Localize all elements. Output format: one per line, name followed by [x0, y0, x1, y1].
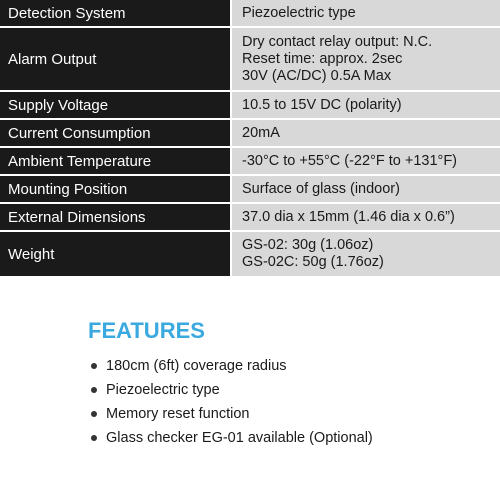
spec-value — [232, 120, 500, 146]
spec-label: Mounting Position — [0, 176, 232, 202]
spec-row-detection-system — [0, 0, 500, 28]
spec-row-ambient-temperature — [0, 148, 500, 176]
spec-label: Weight — [0, 232, 232, 276]
spec-value — [232, 28, 500, 90]
spec-value — [232, 232, 500, 276]
spec-label: Alarm Output — [0, 28, 232, 90]
spec-row-weight — [0, 232, 500, 278]
spec-value-line: GS-02: 30g (1.06oz) — [242, 237, 374, 253]
feature-list — [88, 354, 373, 450]
spec-value-line: 30V (AC/DC) 0.5A Max — [242, 67, 392, 84]
list-item — [88, 354, 373, 378]
bullet-icon — [91, 387, 97, 393]
bullet-icon — [91, 435, 97, 441]
spec-row-alarm-output — [0, 28, 500, 92]
list-item — [88, 378, 373, 402]
spec-label: Supply Voltage — [0, 92, 232, 118]
spec-label: Detection System — [0, 0, 232, 26]
spec-row-current-consumption — [0, 120, 500, 148]
list-item — [88, 402, 373, 426]
features-title: FEATURES — [88, 318, 205, 343]
feature-text: Glass checker EG-01 available (Optional) — [106, 430, 373, 446]
spec-value-line: -30°C to +55°C (-22°F to +131°F) — [242, 152, 458, 169]
spec-label: Current Consumption — [0, 120, 232, 146]
spec-value-line: 37.0 dia x 15mm (1.46 dia x 0.6”) — [242, 208, 455, 225]
list-item — [88, 426, 373, 450]
spec-value-line: 20mA — [242, 124, 280, 141]
spec-value-line: Surface of glass (indoor) — [242, 180, 400, 197]
spec-value — [232, 92, 500, 118]
bullet-icon — [91, 363, 97, 369]
spec-row-supply-voltage — [0, 92, 500, 120]
spec-value-line: Piezoelectric type — [242, 4, 356, 21]
spec-value — [232, 176, 500, 202]
spec-value-line: Reset time: approx. 2sec — [242, 50, 403, 67]
spec-label: Ambient Temperature — [0, 148, 232, 174]
spec-label: External Dimensions — [0, 204, 232, 230]
spec-value-line: 10.5 to 15V DC (polarity) — [242, 96, 402, 113]
bullet-icon — [91, 411, 97, 417]
spec-value — [232, 204, 500, 230]
feature-text: 180cm (6ft) coverage radius — [106, 358, 287, 374]
spec-value-line: GS-02C: 50g (1.76oz) — [242, 254, 384, 270]
spec-row-mounting-position — [0, 176, 500, 204]
features-section — [88, 318, 373, 450]
spec-value — [232, 148, 500, 174]
spec-value-line: Dry contact relay output: N.C. — [242, 33, 433, 50]
spec-value — [232, 0, 500, 26]
spec-row-external-dimensions — [0, 204, 500, 232]
feature-text: Piezoelectric type — [106, 382, 220, 398]
feature-text: Memory reset function — [106, 406, 250, 422]
